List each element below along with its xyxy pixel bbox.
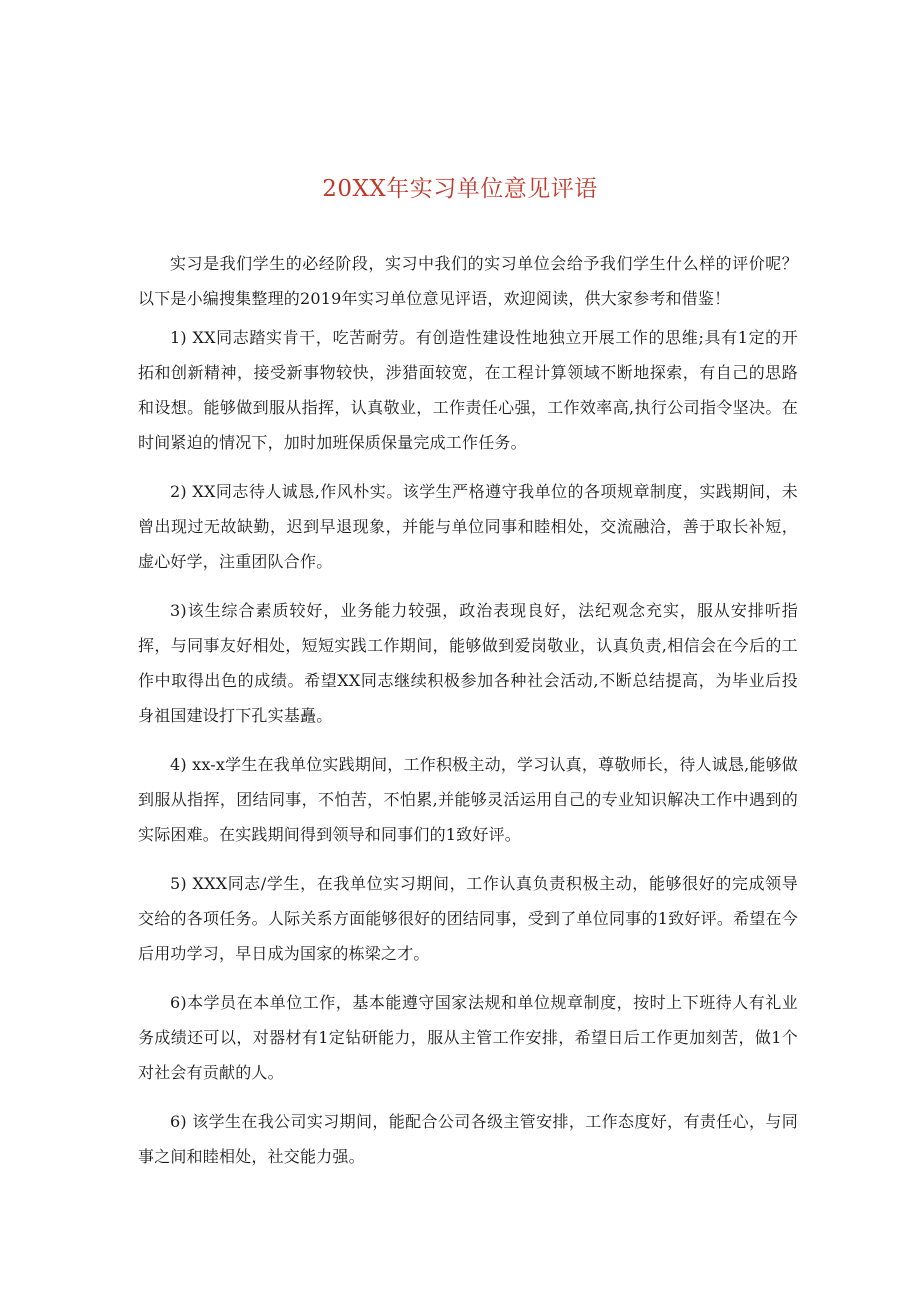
document-title: 20XX年实习单位意见评语 — [322, 176, 598, 202]
comment-paragraph-6: 6)本学员在本单位工作，基本能遵守国家法规和单位规章制度，按时上下班待人有礼业务成绩还可以，对器材有1定钻研能力，服从主管工作安排，希望日后工作更加刻苦，做1个对社会有贡献的人。 — [138, 993, 798, 1082]
document-body — [138, 246, 798, 1188]
comment-paragraph-3: 3)该生综合素质较好，业务能力较强，政治表现良好，法纪观念充实，服从安排听指挥，与同事友好相处，短短实践工作期间，能够做到爱岗敬业，认真负责,相信会在今后的工作中取得出色的成绩。希望XX同志继续积极参加各种社会活动,不断总结提高，为毕业后投身祖国建设打下孔实基矗。 — [138, 601, 798, 725]
comment-paragraph-2: 2) XX同志待人诚恳,作风朴实。该学生严格遵守我单位的各项规章制度，实践期间，未曾出现过无故缺勤，迟到早退现象，并能与单位同事和睦相处，交流融洽，善于取长补短，虚心好学，注重团队合作。 — [138, 482, 798, 571]
intro-paragraph: 实习是我们学生的必经阶段，实习中我们的实习单位会给予我们学生什么样的评价呢？以下是小编搜集整理的2019年实习单位意见评语，欢迎阅读，供大家参考和借鉴！ — [138, 254, 798, 308]
comment-paragraph-5: 5) XXX同志/学生，在我单位实习期间，工作认真负责积极主动，能够很好的完成领导交给的各项任务。人际关系方面能够很好的团结同事，受到了单位同事的1致好评。希望在今后用功学习，早日成为国家的栋梁之才。 — [138, 874, 798, 963]
comment-paragraph-7: 6) 该学生在我公司实习期间，能配合公司各级主管安排，工作态度好，有责任心，与同事之间和睦相处，社交能力强。 — [138, 1112, 798, 1166]
comment-paragraph-4: 4) xx-x学生在我单位实践期间，工作积极主动，学习认真，尊敬师长，待人诚恳,能够做到服从指挥，团结同事，不怕苦，不怕累,并能够灵活运用自己的专业知识解决工作中遇到的实际困难。在实践期间得到领导和同事们的1致好评。 — [138, 755, 798, 844]
comment-paragraph-1: 1) XX同志踏实肯干，吃苦耐劳。有创造性建设性地独立开展工作的思维;具有1定的开拓和创新精神，接受新事物较快，涉猎面较宽，在工程计算领域不断地探索，有自己的思路和设想。能够做到服从指挥，认真敬业，工作责任心强，工作效率高,执行公司指令坚决。在时间紧迫的情况下，加时加班保质保量完成工作任务。 — [138, 328, 798, 452]
